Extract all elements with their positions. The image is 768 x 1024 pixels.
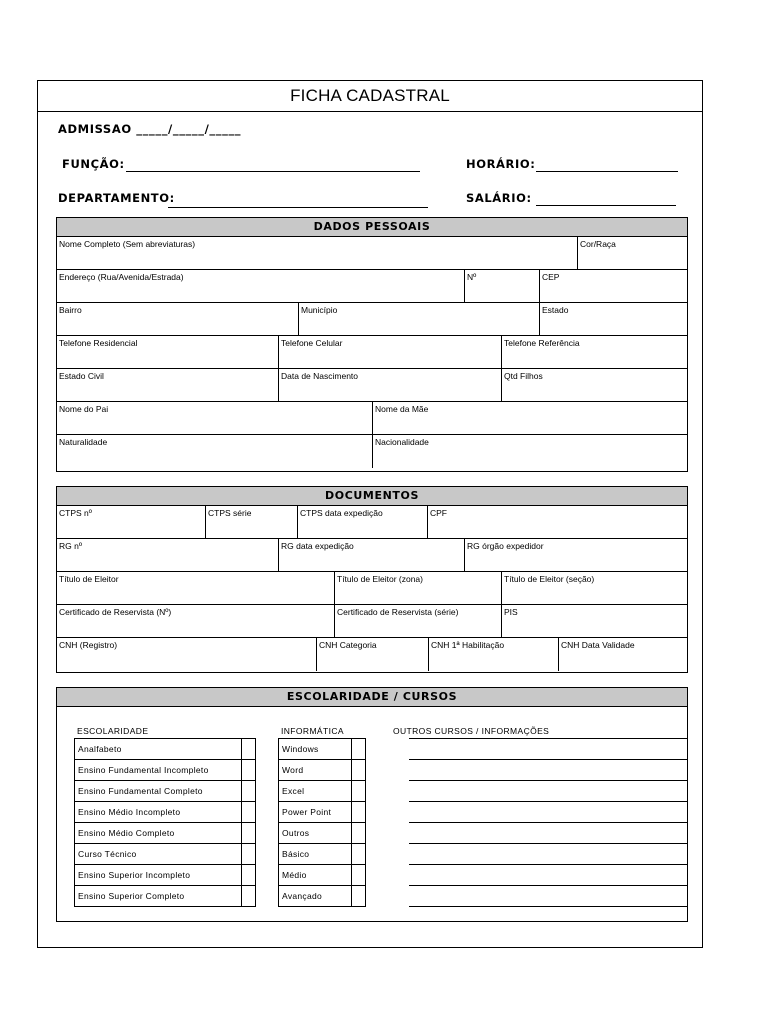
list-item bbox=[279, 844, 366, 865]
nome-pai-field[interactable]: Nome do Pai bbox=[57, 402, 373, 434]
escolaridade-checkbox[interactable] bbox=[242, 823, 256, 844]
escolaridade-option-label: Ensino Superior Incompleto bbox=[75, 865, 242, 886]
list-item bbox=[75, 760, 256, 781]
escolaridade-checklist bbox=[74, 738, 256, 907]
rg-numero-field[interactable]: RG nº bbox=[57, 539, 279, 571]
escolaridade-title: ESCOLARIDADE / CURSOS bbox=[57, 688, 687, 707]
table-row bbox=[57, 435, 687, 468]
outros-cursos-line[interactable] bbox=[409, 885, 687, 886]
informatica-checkbox[interactable] bbox=[352, 802, 366, 823]
outros-cursos-line[interactable] bbox=[409, 906, 687, 907]
escolaridade-checkbox[interactable] bbox=[242, 865, 256, 886]
form-page bbox=[37, 80, 703, 948]
municipio-field[interactable]: Município bbox=[299, 303, 540, 335]
outros-cursos-line[interactable] bbox=[409, 759, 687, 760]
escolaridade-checkbox[interactable] bbox=[242, 760, 256, 781]
list-item bbox=[75, 802, 256, 823]
dados-pessoais-section bbox=[56, 217, 688, 472]
list-item bbox=[279, 760, 366, 781]
list-item bbox=[75, 823, 256, 844]
list-item bbox=[75, 781, 256, 802]
salario-label: SALÁRIO: bbox=[466, 191, 532, 205]
informatica-checkbox[interactable] bbox=[352, 844, 366, 865]
informatica-option-label: Power Point bbox=[279, 802, 352, 823]
informatica-checklist bbox=[278, 738, 366, 907]
reservista-numero-field[interactable]: Certificado de Reservista (Nº) bbox=[57, 605, 335, 637]
informatica-checkbox[interactable] bbox=[352, 823, 366, 844]
list-item bbox=[75, 886, 256, 907]
escolaridade-section bbox=[56, 687, 688, 922]
escolaridade-checkbox[interactable] bbox=[242, 739, 256, 760]
nome-completo-field[interactable]: Nome Completo (Sem abreviaturas) bbox=[57, 237, 578, 269]
horario-field[interactable] bbox=[536, 171, 678, 172]
informatica-option-label: Avançado bbox=[279, 886, 352, 907]
rg-orgao-expedidor-field[interactable]: RG órgão expedidor bbox=[467, 541, 544, 551]
informatica-option-label: Médio bbox=[279, 865, 352, 886]
table-row bbox=[57, 369, 687, 402]
table-row bbox=[57, 402, 687, 435]
informatica-column-label: INFORMÁTICA bbox=[281, 726, 344, 736]
horario-label: HORÁRIO: bbox=[466, 157, 536, 171]
cor-raca-field[interactable]: Cor/Raça bbox=[580, 239, 616, 249]
rg-data-expedicao-field[interactable]: RG data expedição bbox=[279, 539, 465, 571]
escolaridade-checkbox[interactable] bbox=[242, 886, 256, 907]
form-title: FICHA CADASTRAL bbox=[38, 81, 702, 112]
titulo-eleitor-zona-field[interactable]: Título de Eleitor (zona) bbox=[335, 572, 502, 604]
telefone-celular-field[interactable]: Telefone Celular bbox=[279, 336, 502, 368]
list-item bbox=[279, 781, 366, 802]
table-row bbox=[57, 303, 687, 336]
qtd-filhos-field[interactable]: Qtd Filhos bbox=[504, 371, 543, 381]
table-row bbox=[57, 539, 687, 572]
list-item bbox=[75, 739, 256, 760]
table-row bbox=[57, 605, 687, 638]
reservista-serie-field[interactable]: Certificado de Reservista (série) bbox=[335, 605, 502, 637]
salario-field[interactable] bbox=[536, 205, 676, 206]
table-row bbox=[57, 572, 687, 605]
table-row bbox=[57, 270, 687, 303]
list-item bbox=[279, 865, 366, 886]
estado-field[interactable]: Estado bbox=[542, 305, 569, 315]
ctps-data-expedicao-field[interactable]: CTPS data expedição bbox=[298, 506, 428, 538]
outros-cursos-line[interactable] bbox=[409, 801, 687, 802]
nacionalidade-field[interactable]: Nacionalidade bbox=[375, 437, 429, 447]
cnh-data-validade-field[interactable]: CNH Data Validade bbox=[561, 640, 635, 650]
outros-cursos-line[interactable] bbox=[409, 843, 687, 844]
pis-field[interactable]: PIS bbox=[504, 607, 518, 617]
informatica-option-label: Windows bbox=[279, 739, 352, 760]
list-item bbox=[75, 844, 256, 865]
escolaridade-option-label: Ensino Fundamental Completo bbox=[75, 781, 242, 802]
informatica-option-label: Outros bbox=[279, 823, 352, 844]
ctps-numero-field[interactable]: CTPS nº bbox=[57, 506, 206, 538]
escolaridade-option-label: Ensino Superior Completo bbox=[75, 886, 242, 907]
escolaridade-checkbox[interactable] bbox=[242, 781, 256, 802]
dados-pessoais-title: DADOS PESSOAIS bbox=[57, 218, 687, 237]
informatica-checkbox[interactable] bbox=[352, 781, 366, 802]
titulo-eleitor-secao-field[interactable]: Título de Eleitor (seção) bbox=[504, 574, 595, 584]
escolaridade-checkbox[interactable] bbox=[242, 844, 256, 865]
telefone-referencia-field[interactable]: Telefone Referência bbox=[504, 338, 580, 348]
ctps-serie-field[interactable]: CTPS série bbox=[206, 506, 298, 538]
escolaridade-option-label: Ensino Médio Completo bbox=[75, 823, 242, 844]
escolaridade-checkbox[interactable] bbox=[242, 802, 256, 823]
outros-cursos-line[interactable] bbox=[409, 822, 687, 823]
endereco-field[interactable]: Endereço (Rua/Avenida/Estrada) bbox=[57, 270, 465, 302]
informatica-checkbox[interactable] bbox=[352, 760, 366, 781]
outros-cursos-column-label: OUTROS CURSOS / INFORMAÇÕES bbox=[393, 726, 550, 736]
outros-cursos-line[interactable] bbox=[409, 738, 687, 739]
cnh-registro-field[interactable]: CNH (Registro) bbox=[57, 638, 317, 671]
titulo-eleitor-field[interactable]: Título de Eleitor bbox=[57, 572, 335, 604]
table-row bbox=[57, 336, 687, 369]
escolaridade-option-label: Analfabeto bbox=[75, 739, 242, 760]
escolaridade-option-label: Curso Técnico bbox=[75, 844, 242, 865]
escolaridade-option-label: Ensino Médio Incompleto bbox=[75, 802, 242, 823]
table-row bbox=[57, 506, 687, 539]
admissao-label: ADMISSAO _____/_____/_____ bbox=[58, 122, 242, 136]
documentos-title: DOCUMENTOS bbox=[57, 487, 687, 506]
cnh-primeira-habilitacao-field[interactable]: CNH 1ª Habilitação bbox=[429, 638, 559, 671]
cnh-categoria-field[interactable]: CNH Categoria bbox=[317, 638, 429, 671]
bairro-field[interactable]: Bairro bbox=[57, 303, 299, 335]
cpf-field[interactable]: CPF bbox=[430, 508, 447, 518]
numero-field[interactable]: Nº bbox=[465, 270, 540, 302]
documentos-section bbox=[56, 486, 688, 673]
list-item bbox=[279, 823, 366, 844]
list-item bbox=[75, 865, 256, 886]
funcao-field[interactable] bbox=[126, 171, 420, 172]
estado-civil-field[interactable]: Estado Civil bbox=[57, 369, 279, 401]
list-item bbox=[279, 802, 366, 823]
cep-field[interactable]: CEP bbox=[542, 272, 560, 282]
list-item bbox=[279, 739, 366, 760]
outros-cursos-line[interactable] bbox=[409, 864, 687, 865]
departamento-field[interactable] bbox=[168, 207, 428, 208]
data-nascimento-field[interactable]: Data de Nascimento bbox=[279, 369, 502, 401]
informatica-checkbox[interactable] bbox=[352, 886, 366, 907]
escolaridade-option-label: Ensino Fundamental Incompleto bbox=[75, 760, 242, 781]
table-row bbox=[57, 638, 687, 671]
naturalidade-field[interactable]: Naturalidade bbox=[57, 435, 373, 468]
funcao-label: FUNÇÃO: bbox=[62, 157, 125, 171]
outros-cursos-line[interactable] bbox=[409, 780, 687, 781]
informatica-option-label: Básico bbox=[279, 844, 352, 865]
nome-mae-field[interactable]: Nome da Mãe bbox=[375, 404, 429, 414]
telefone-residencial-field[interactable]: Telefone Residencial bbox=[57, 336, 279, 368]
escolaridade-column-label: ESCOLARIDADE bbox=[77, 726, 149, 736]
departamento-label: DEPARTAMENTO: bbox=[58, 191, 175, 205]
informatica-checkbox[interactable] bbox=[352, 865, 366, 886]
list-item bbox=[279, 886, 366, 907]
informatica-checkbox[interactable] bbox=[352, 739, 366, 760]
informatica-option-label: Excel bbox=[279, 781, 352, 802]
informatica-option-label: Word bbox=[279, 760, 352, 781]
table-row bbox=[57, 237, 687, 270]
